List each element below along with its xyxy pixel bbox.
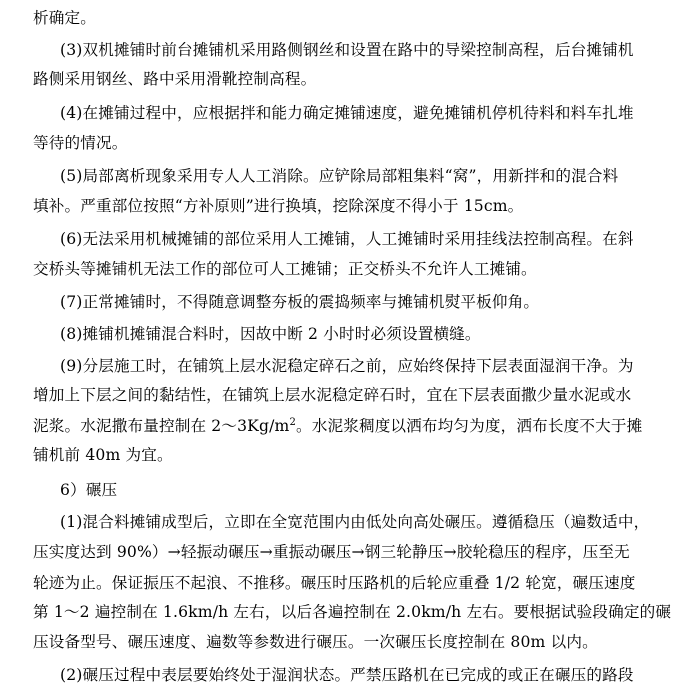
text-line: 压实度达到 90%）→轻振动碾压→重振动碾压→钢三轮静压→胶轮稳压的程序，压至无	[33, 543, 630, 561]
text-line: (8)摊铺机摊铺混合料时，因故中断 2 小时时必须设置横缝。	[60, 325, 481, 343]
text-line: (4)在摊铺过程中，应根据拌和能力确定摊铺速度，避免摊铺机停机待料和料车扎堆	[60, 104, 634, 122]
section-heading: 6）碾压	[60, 481, 118, 499]
text-line: 第 1～2 遍控制在 1.6km/h 左右，以后各遍控制在 2.0km/h 左右。要根据试验段确定的碾	[33, 603, 672, 621]
text-line: (2)碾压过程中表层要始终处于湿润状态。严禁压路机在已完成的或正在碾压的路段	[60, 666, 634, 684]
text-line: 增加上下层之间的黏结性，在铺筑上层水泥稳定碎石时，宜在下层表面撒少量水泥或水	[33, 386, 632, 404]
text-line: (9)分层施工时，在铺筑上层水泥稳定碎石之前，应始终保持下层表面湿润干净。为	[60, 357, 634, 375]
text-line: 铺机前 40m 为宜。	[33, 446, 173, 464]
text-line: (3)双机摊铺时前台摊铺机采用路侧钢丝和设置在路中的导梁控制高程，后台摊铺机	[60, 41, 634, 59]
text-line: 等待的情况。	[33, 134, 128, 152]
text-line: 压设备型号、碾压速度、遍数等参数进行碾压。一次碾压长度控制在 80m 以内。	[33, 633, 598, 651]
text-line: (1)混合料摊铺成型后，立即在全宽范围内由低处向高处碾压。遵循稳压（遍数适中，	[60, 513, 650, 531]
text-line: (7)正常摊铺时，不得随意调整夯板的震捣频率与摊铺机熨平板仰角。	[60, 293, 540, 311]
text-line	[33, 412, 642, 440]
text-line: 路侧采用钢丝、路中采用滑靴控制高程。	[33, 70, 317, 88]
text-line: 填补。严重部位按照“方补原则”进行换填，挖除深度不得小于 15cm。	[33, 197, 524, 215]
text-line: 析确定。	[33, 9, 96, 27]
text-line: 交桥头等摊铺机无法工作的部位可人工摊铺；正交桥头不允许人工摊铺。	[33, 260, 537, 278]
text-line: (6)无法采用机械摊铺的部位采用人工摊铺，人工摊铺时采用挂线法控制高程。在斜	[60, 230, 634, 248]
text-run: 泥浆。水泥撒布量控制在 2～3Kg/m	[33, 417, 290, 435]
superscript: 2	[289, 417, 296, 428]
text-line: 轮迹为止。保证振压不起浪、不推移。碾压时压路机的后轮应重叠 1/2 轮宽，碾压速度	[33, 574, 636, 592]
text-run: 。水泥浆稠度以洒布均匀为度，洒布长度不大于摊	[295, 417, 643, 435]
text-line: (5)局部离析现象采用专人人工消除。应铲除局部粗集料“窝”，用新拌和的混合料	[60, 167, 619, 185]
